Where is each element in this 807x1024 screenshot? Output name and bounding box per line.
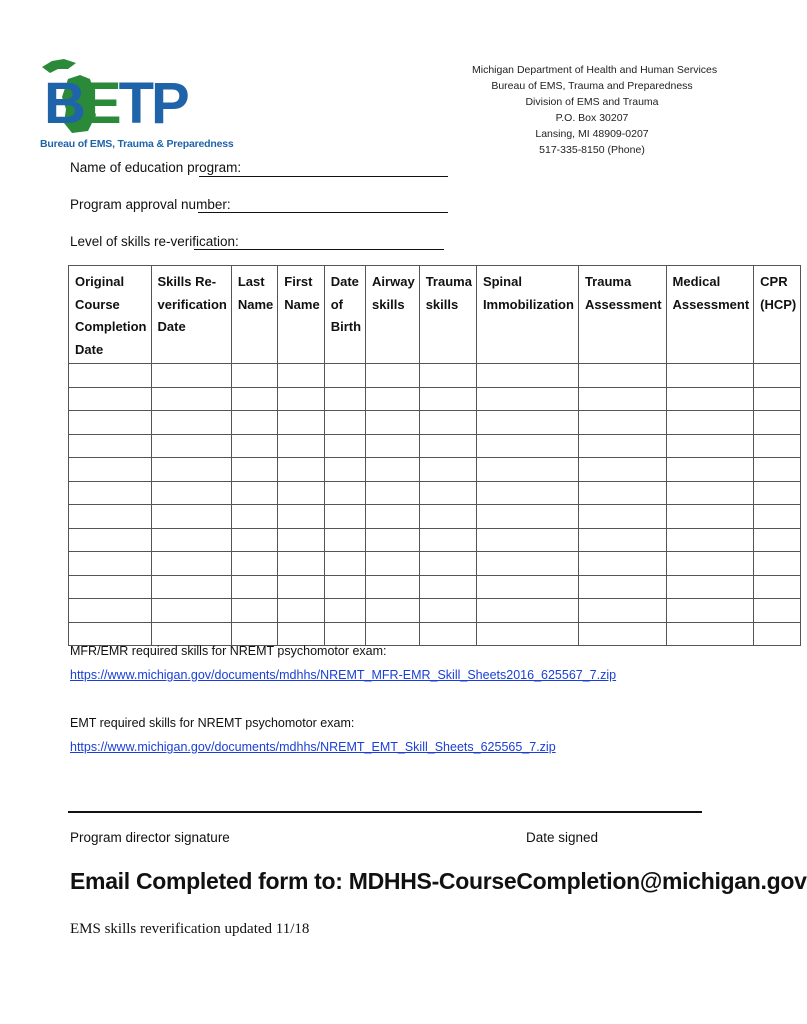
address-line: Division of EMS and Trauma (525, 96, 659, 108)
table-cell[interactable] (476, 387, 578, 411)
table-cell[interactable] (754, 505, 801, 529)
table-cell[interactable] (578, 575, 666, 599)
table-cell[interactable] (278, 505, 324, 529)
table-row (69, 552, 801, 576)
table-cell[interactable] (324, 505, 365, 529)
table-cell[interactable] (278, 575, 324, 599)
table-cell[interactable] (278, 458, 324, 482)
emt-skills-note: EMT required skills for NREMT psychomotor exam: (70, 716, 355, 730)
mfr-skills-link[interactable]: https://www.michigan.gov/documents/mdhhs/NREMT_MFR-EMR_Skill_Sheets2016_625567_7.zip (70, 668, 617, 682)
column-header (754, 266, 801, 364)
table-cell[interactable] (666, 575, 754, 599)
table-cell[interactable] (231, 528, 277, 552)
column-header-text: Assessment (672, 296, 750, 312)
table-cell[interactable] (231, 434, 277, 458)
column-header (366, 266, 420, 364)
table-cell[interactable] (324, 458, 365, 482)
table-cell[interactable] (278, 434, 324, 458)
table-cell[interactable] (578, 528, 666, 552)
table-row (69, 411, 801, 435)
table-cell[interactable] (278, 364, 324, 388)
table-cell[interactable] (69, 387, 152, 411)
column-header-text: of (330, 296, 343, 312)
table-cell[interactable] (69, 505, 152, 529)
table-cell[interactable] (151, 387, 231, 411)
column-header-text: Assessment (584, 296, 662, 312)
column-header-text: CPR (760, 274, 788, 289)
table-cell[interactable] (419, 458, 476, 482)
table-cell[interactable] (754, 599, 801, 623)
table-cell[interactable] (231, 622, 277, 646)
table-cell[interactable] (666, 411, 754, 435)
director-signature-label: Program director signature (70, 830, 230, 845)
table-cell[interactable] (578, 364, 666, 388)
table-cell[interactable] (578, 505, 666, 529)
column-header (476, 266, 578, 364)
table-cell[interactable] (69, 599, 152, 623)
approval-number-label: Program approval number: (70, 197, 231, 212)
table-cell[interactable] (666, 622, 754, 646)
table-cell[interactable] (754, 364, 801, 388)
table-cell[interactable] (419, 505, 476, 529)
table-header-row (69, 266, 801, 364)
table-row (69, 599, 801, 623)
table-cell[interactable] (324, 364, 365, 388)
program-name-label: Name of education program: (70, 160, 242, 175)
table-row (69, 434, 801, 458)
table-cell[interactable] (578, 599, 666, 623)
table-cell[interactable] (231, 505, 277, 529)
table-cell[interactable] (151, 528, 231, 552)
table-cell[interactable] (754, 552, 801, 576)
column-header-text: (HCP) (760, 296, 797, 312)
table-cell[interactable] (151, 599, 231, 623)
table-cell[interactable] (151, 364, 231, 388)
column-header-text: Name (237, 296, 274, 312)
table-cell[interactable] (666, 481, 754, 505)
table-cell[interactable] (754, 411, 801, 435)
table-cell[interactable] (366, 599, 420, 623)
table-cell[interactable] (666, 599, 754, 623)
table-cell[interactable] (69, 364, 152, 388)
table-cell[interactable] (69, 552, 152, 576)
logo-wordmark: BETP (44, 71, 187, 136)
table-cell[interactable] (419, 622, 476, 646)
table-row (69, 481, 801, 505)
table-cell[interactable] (231, 575, 277, 599)
column-header-text: Date (157, 319, 186, 334)
table-cell[interactable] (366, 434, 420, 458)
table-cell[interactable] (324, 387, 365, 411)
column-header (324, 266, 365, 364)
table-cell[interactable] (69, 458, 152, 482)
table-row (69, 364, 801, 388)
column-header (419, 266, 476, 364)
table-cell[interactable] (324, 575, 365, 599)
table-cell[interactable] (151, 434, 231, 458)
table-cell[interactable] (476, 575, 578, 599)
column-header-text: Original (75, 274, 125, 289)
table-row (69, 505, 801, 529)
table-cell[interactable] (366, 575, 420, 599)
column-header-text: skills (425, 296, 459, 312)
table-cell[interactable] (754, 481, 801, 505)
signature-line[interactable] (68, 811, 702, 813)
emt-skills-link[interactable]: https://www.michigan.gov/documents/mdhhs/NREMT_EMT_Skill_Sheets_625565_7.zip (70, 740, 556, 754)
table-cell[interactable] (419, 411, 476, 435)
table-cell[interactable] (419, 575, 476, 599)
table-cell[interactable] (366, 364, 420, 388)
table-cell[interactable] (324, 599, 365, 623)
column-header-text: Completion (75, 319, 147, 334)
skills-level-field[interactable] (194, 249, 444, 250)
column-header (666, 266, 754, 364)
column-header-text: Immobilization (482, 296, 574, 312)
table-cell[interactable] (666, 505, 754, 529)
address-line: Michigan Department of Health and Human Services (472, 64, 718, 76)
table-cell[interactable] (366, 528, 420, 552)
table-cell[interactable] (278, 622, 324, 646)
table-body (69, 364, 801, 646)
table-cell[interactable] (69, 434, 152, 458)
table-cell[interactable] (754, 434, 801, 458)
table-cell[interactable] (476, 622, 578, 646)
address-line: Lansing, MI 48909-0207 (535, 128, 649, 140)
table-cell[interactable] (666, 434, 754, 458)
table-cell[interactable] (151, 481, 231, 505)
table-cell[interactable] (69, 411, 152, 435)
date-signed-label: Date signed (526, 830, 599, 845)
table-cell[interactable] (476, 481, 578, 505)
table-cell[interactable] (278, 599, 324, 623)
revision-note: EMS skills reverification updated 11/18 (70, 921, 310, 937)
table-cell[interactable] (231, 387, 277, 411)
column-header-text: Date (75, 341, 104, 357)
column-header-text: Trauma (584, 274, 632, 289)
table-cell[interactable] (366, 481, 420, 505)
table-row (69, 458, 801, 482)
email-instructions: Email Completed form to: MDHHS-CourseCompletion@michigan.gov (70, 868, 807, 894)
column-header (151, 266, 231, 364)
table-cell[interactable] (666, 528, 754, 552)
table-row (69, 622, 801, 646)
table-cell[interactable] (278, 411, 324, 435)
table-cell[interactable] (69, 622, 152, 646)
column-header-text: Date (330, 274, 359, 289)
column-header-text: Trauma (425, 274, 472, 289)
table-cell[interactable] (231, 364, 277, 388)
column-header (578, 266, 666, 364)
table-cell[interactable] (151, 622, 231, 646)
table-cell[interactable] (476, 364, 578, 388)
table-cell[interactable] (278, 387, 324, 411)
column-header-text: skills (372, 296, 405, 312)
table-cell[interactable] (151, 458, 231, 482)
table-row (69, 528, 801, 552)
column-header-text: Skills Re- (157, 274, 217, 289)
table-cell[interactable] (578, 552, 666, 576)
table-cell[interactable] (151, 575, 231, 599)
table-cell[interactable] (69, 528, 152, 552)
table-cell[interactable] (419, 552, 476, 576)
table-cell[interactable] (578, 411, 666, 435)
address-line: Bureau of EMS, Trauma and Preparedness (491, 80, 693, 92)
table-cell[interactable] (278, 481, 324, 505)
address-line: P.O. Box 30207 (555, 112, 629, 124)
table-cell[interactable] (419, 599, 476, 623)
table-cell[interactable] (366, 387, 420, 411)
table-cell[interactable] (476, 411, 578, 435)
table-cell[interactable] (151, 505, 231, 529)
logo-subtitle: Bureau of EMS, Trauma & Preparedness (40, 138, 234, 150)
table-cell[interactable] (666, 387, 754, 411)
table-cell[interactable] (666, 552, 754, 576)
table-cell[interactable] (578, 387, 666, 411)
table-cell[interactable] (754, 575, 801, 599)
column-header (69, 266, 152, 364)
column-header-text: Spinal (482, 274, 522, 289)
table-cell[interactable] (366, 622, 420, 646)
column-header (231, 266, 277, 364)
table-cell[interactable] (151, 552, 231, 576)
table-cell[interactable] (366, 552, 420, 576)
table-cell[interactable] (324, 552, 365, 576)
table-cell[interactable] (324, 411, 365, 435)
table-cell[interactable] (419, 364, 476, 388)
table-cell[interactable] (69, 481, 152, 505)
table-cell[interactable] (419, 528, 476, 552)
column-header-text: Course (75, 296, 120, 312)
table-cell[interactable] (69, 575, 152, 599)
table-cell[interactable] (231, 458, 277, 482)
address-line: 517-335-8150 (Phone) (539, 144, 645, 156)
column-header (278, 266, 324, 364)
column-header-text: Medical (672, 274, 721, 289)
table-cell[interactable] (324, 481, 365, 505)
table-cell[interactable] (578, 622, 666, 646)
table-cell[interactable] (578, 458, 666, 482)
table-cell[interactable] (476, 528, 578, 552)
program-name-field[interactable] (199, 176, 448, 177)
column-header-text: verification (157, 296, 227, 312)
table-cell[interactable] (476, 599, 578, 623)
column-header-text: Birth (330, 319, 362, 334)
table-cell[interactable] (476, 552, 578, 576)
table-cell[interactable] (366, 411, 420, 435)
table-cell[interactable] (419, 481, 476, 505)
column-header-text: Name (284, 296, 320, 312)
table-cell[interactable] (754, 622, 801, 646)
skills-level-label: Level of skills re-verification: (70, 234, 239, 249)
betp-logo (38, 57, 234, 153)
column-header-text: First (284, 274, 313, 289)
table-cell[interactable] (476, 458, 578, 482)
table-row (69, 387, 801, 411)
table-cell[interactable] (578, 481, 666, 505)
table-cell[interactable] (476, 434, 578, 458)
table-cell[interactable] (754, 528, 801, 552)
table-cell[interactable] (666, 364, 754, 388)
table-cell[interactable] (476, 505, 578, 529)
table-cell[interactable] (754, 458, 801, 482)
table-cell[interactable] (278, 528, 324, 552)
skills-roster-table (68, 265, 801, 646)
table-cell[interactable] (278, 552, 324, 576)
table-cell[interactable] (231, 481, 277, 505)
mfr-skills-note: MFR/EMR required skills for NREMT psychomotor exam: (70, 644, 387, 658)
table-cell[interactable] (366, 458, 420, 482)
table-row (69, 575, 801, 599)
table-cell[interactable] (666, 458, 754, 482)
table-cell[interactable] (324, 622, 365, 646)
table-cell[interactable] (324, 528, 365, 552)
table-cell[interactable] (366, 505, 420, 529)
approval-number-field[interactable] (198, 212, 448, 213)
table-cell[interactable] (231, 552, 277, 576)
table-cell[interactable] (231, 411, 277, 435)
table-cell[interactable] (754, 387, 801, 411)
agency-address (472, 62, 718, 158)
table-cell[interactable] (151, 411, 231, 435)
table-cell[interactable] (419, 434, 476, 458)
table-cell[interactable] (419, 387, 476, 411)
column-header-text: Last (237, 274, 265, 289)
table-cell[interactable] (578, 434, 666, 458)
table-cell[interactable] (231, 599, 277, 623)
column-header-text: Airway (372, 274, 415, 289)
table-cell[interactable] (324, 434, 365, 458)
